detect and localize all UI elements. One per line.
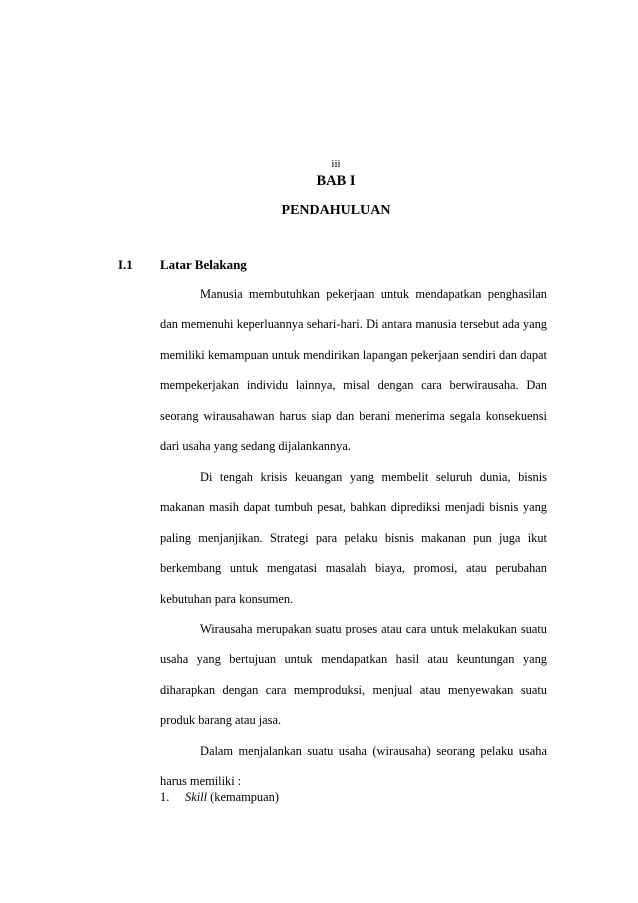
list-description: (kemampuan): [210, 790, 279, 804]
list-term: Skill: [185, 790, 208, 804]
section-title: Latar Belakang: [160, 257, 247, 272]
paragraph-entrepreneurship-definition: Wirausaha merupakan suatu proses atau cara untuk melakukan suatu usaha yang bertujuan untuk mendapatkan hasil atau keuntungan yang diharapkan dengan cara memproduksi, menjual atau menyewakan suatu produk barang atau jasa.: [160, 621, 547, 728]
chapter-label: BAB I: [316, 173, 356, 189]
list-item: [160, 788, 279, 806]
section-number: I.1: [118, 257, 133, 272]
chapter-title: PENDAHULUAN: [281, 203, 391, 218]
paragraph-background: Manusia membutuhkan pekerjaan untuk mendapatkan penghasilan dan memenuhi keperluannya sehari-hari. Di antara manusia tersebut ada yang memiliki kemampuan untuk mendirikan lapangan pekerjaan sendiri dan dapat mempekerjakan individu lainnya, misal dengan cara berwirausaha. Dan seorang wirausahawan harus siap dan berani menerima segala konsekuensi dari usaha yang sedang dijalankannya.: [160, 287, 547, 454]
paragraph-food-business: Di tengah krisis keuangan yang membelit seluruh dunia, bisnis makanan masih dapat tumbuh pesat, bahkan diprediksi menjadi bisnis yang paling menjanjikan. Strategi para pelaku bisnis makanan pun juga ikut berkembang untuk mengatasi masalah biaya, promosi, atau perubahan kebutuhan para konsumen.: [160, 469, 547, 606]
page-number: iii: [331, 158, 341, 170]
list-number: 1.: [160, 790, 170, 804]
body-text: [160, 279, 547, 797]
paragraph-requirements: Dalam menjalankan suatu usaha (wirausaha) seorang pelaku usaha harus memiliki :: [160, 743, 547, 789]
section-heading: [118, 256, 247, 274]
